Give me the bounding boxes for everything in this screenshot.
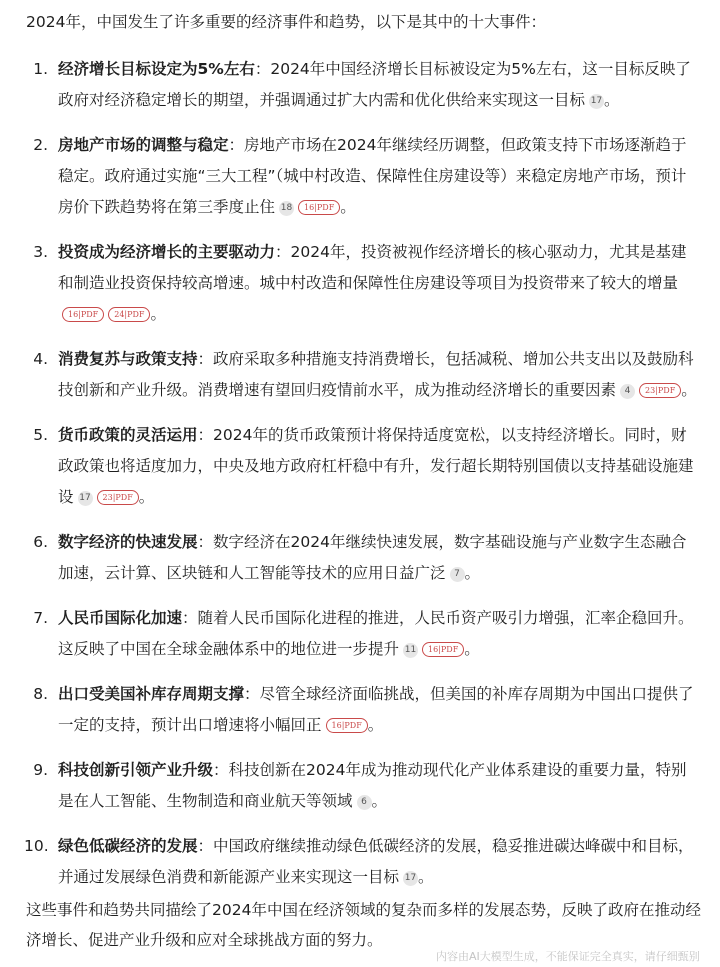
- citation-badge[interactable]: 7: [450, 567, 465, 582]
- item-number: 8.: [33, 685, 48, 703]
- citation-badge[interactable]: 17: [78, 491, 93, 506]
- item-separator: ：: [197, 350, 214, 368]
- list-item: [0, 237, 720, 330]
- item-text: 科技创新在2024年成为推动现代化产业体系建设的重要力量，特别是在人工智能、生物制造和商业航天等领域: [58, 761, 687, 810]
- item-title: 房地产市场的调整与稳定: [58, 136, 229, 154]
- intro-paragraph: 2024年，中国发生了许多重要的经济事件和趋势，以下是其中的十大事件：: [26, 13, 546, 31]
- item-title: 科技创新引领产业升级: [58, 761, 214, 779]
- item-separator: ：: [275, 243, 291, 261]
- item-end: 。: [367, 716, 384, 734]
- list-item: [0, 130, 720, 223]
- item-separator: ：: [197, 837, 214, 855]
- pdf-reference-badge[interactable]: 16|PDF: [422, 642, 464, 657]
- summary-paragraph: 这些事件和趋势共同描绘了2024年中国在经济领域的复杂而多样的发展态势，反映了政府在推动经济增长、促进产业升级和应对全球挑战方面的努力。: [26, 901, 701, 949]
- item-separator: ：: [197, 533, 214, 551]
- pdf-reference-badge[interactable]: 16|PDF: [62, 307, 104, 322]
- item-text: 政府采取多种措施支持消费增长，包括减税、增加公共支出以及鼓励科技创新和产业升级。消费增速有望回归疫情前水平，成为推动经济增长的重要因素: [58, 350, 694, 399]
- item-separator: ：: [213, 761, 229, 779]
- item-end: 。: [418, 868, 434, 886]
- item-text: 2024年中国经济增长目标被设定为5%左右，这一目标反映了政府对经济稳定增长的期望，并强调通过扩大内需和优化供给来实现这一目标: [58, 60, 691, 109]
- item-end: 。: [150, 305, 166, 323]
- item-separator: ：: [197, 426, 214, 444]
- item-number: 9.: [33, 761, 48, 779]
- citation-badge[interactable]: 17: [589, 94, 604, 109]
- pdf-reference-badge[interactable]: 16|PDF: [326, 718, 368, 733]
- item-number: 6.: [33, 533, 48, 551]
- item-title: 绿色低碳经济的发展: [58, 837, 198, 855]
- item-end: 。: [464, 640, 480, 658]
- list-item: [0, 420, 720, 513]
- list-item: [0, 603, 720, 665]
- item-number: 1.: [33, 60, 48, 78]
- item-title: 数字经济的快速发展: [58, 533, 198, 551]
- item-number: 7.: [33, 609, 48, 627]
- item-number: 4.: [33, 350, 48, 368]
- ai-disclaimer: 内容由AI大模型生成，不能保证完全真实，请仔细甄别: [436, 950, 700, 963]
- citation-badge[interactable]: 6: [357, 795, 372, 810]
- item-title: 人民币国际化加速: [58, 609, 183, 627]
- item-number: 5.: [33, 426, 48, 444]
- item-text: 数字经济在2024年继续快速发展，数字基础设施与产业数字生态融合加速，云计算、区块链和人工智能等技术的应用日益广泛: [58, 533, 687, 582]
- list-item: [0, 527, 720, 589]
- item-separator: ：: [254, 60, 271, 78]
- pdf-reference-badge[interactable]: 23|PDF: [97, 490, 139, 505]
- item-end: 。: [464, 564, 481, 582]
- item-text: 尽管全球经济面临挑战，但美国的补库存周期为中国出口提供了一定的支持，预计出口增速将小幅回正: [58, 685, 694, 734]
- item-text: 随着人民币国际化进程的推进，人民币资产吸引力增强，汇率企稳回升。这反映了中国在全球金融体系中的地位进一步提升: [58, 609, 694, 658]
- item-end: 。: [371, 792, 388, 810]
- item-separator: ：: [228, 136, 245, 154]
- events-list: [0, 54, 720, 907]
- item-number: 2.: [33, 136, 48, 154]
- list-item: [0, 344, 720, 406]
- item-end: 。: [340, 198, 356, 216]
- item-end: 。: [138, 488, 155, 506]
- pdf-reference-badge[interactable]: 24|PDF: [108, 307, 150, 322]
- item-text: 房地产市场在2024年继续经历调整，但政策支持下市场逐渐趋于稳定。政府通过实施“三大工程”（城中村改造、保障性住房建设等）来稳定房地产市场，预计房价下跌趋势将在第三季度止住: [58, 136, 687, 216]
- item-text: 2024年，投资被视作经济增长的核心驱动力，尤其是基建和制造业投资保持较高增速。城中村改造和保障性住房建设等项目为投资带来了较大的增量: [58, 243, 687, 292]
- item-end: 。: [681, 381, 697, 399]
- citation-badge[interactable]: 4: [620, 384, 635, 399]
- citation-badge[interactable]: 11: [403, 643, 418, 658]
- item-separator: ：: [182, 609, 198, 627]
- item-number: 3.: [33, 243, 48, 261]
- item-number: 10.: [24, 837, 49, 855]
- citation-badge[interactable]: 18: [279, 201, 294, 216]
- list-item: [0, 54, 720, 116]
- citation-badge[interactable]: 17: [403, 871, 418, 886]
- pdf-reference-badge[interactable]: 23|PDF: [639, 383, 681, 398]
- list-item: [0, 831, 720, 893]
- item-title: 消费复苏与政策支持: [58, 350, 198, 368]
- item-end: 。: [604, 91, 620, 109]
- item-separator: ：: [244, 685, 260, 703]
- item-title: 投资成为经济增长的主要驱动力: [58, 243, 276, 261]
- item-title: 货币政策的灵活运用: [58, 426, 198, 444]
- list-item: [0, 755, 720, 817]
- pdf-reference-badge[interactable]: 16|PDF: [298, 200, 340, 215]
- item-title: 经济增长目标设定为5%左右: [58, 60, 255, 78]
- item-text: 2024年的货币政策预计将保持适度宽松，以支持经济增长。同时，财政政策也将适度加力，中央及地方政府杠杆稳中有升，发行超长期特别国债以支持基础设施建设: [58, 426, 694, 506]
- item-text: 中国政府继续推动绿色低碳经济的发展，稳妥推进碳达峰碳中和目标，并通过发展绿色消费和新能源产业来实现这一目标: [58, 837, 694, 886]
- list-item: [0, 679, 720, 741]
- item-title: 出口受美国补库存周期支撑: [58, 685, 245, 703]
